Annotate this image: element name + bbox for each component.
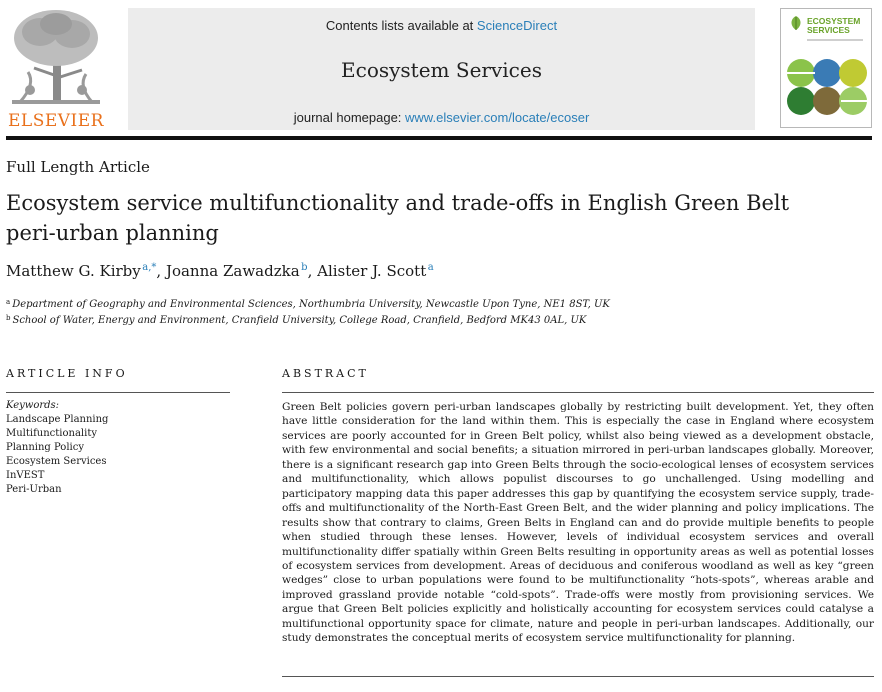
- affiliation-text: Department of Geography and Environmental Sciences, Northumbria University, Newcastle Upon Tyne, NE1 8ST, UK: [12, 299, 610, 310]
- author-affiliation-ref[interactable]: a: [427, 262, 434, 273]
- journal-cover-thumbnail[interactable]: [780, 8, 872, 128]
- author-affiliation-ref[interactable]: b: [301, 262, 308, 273]
- author-affiliation-ref[interactable]: a,*: [142, 262, 157, 273]
- affiliation-b: [6, 314, 586, 326]
- keyword-item: Multifunctionality: [6, 428, 97, 439]
- homepage-prefix: journal homepage:: [293, 110, 406, 125]
- article-type: Full Length Article: [6, 158, 150, 176]
- homepage-link[interactable]: www.elsevier.com/locate/ecoser: [405, 110, 590, 125]
- elsevier-logo[interactable]: [6, 6, 106, 130]
- cover-title-line-1: ECOSYSTEM: [807, 16, 861, 26]
- article-info-rule: [6, 392, 230, 393]
- author-name[interactable]: Matthew G. Kirby: [6, 262, 141, 280]
- header-rule: [6, 136, 872, 140]
- keyword-item: InVEST: [6, 470, 45, 481]
- homepage-line: [128, 110, 755, 125]
- article-title: [6, 188, 806, 248]
- keyword-item: Planning Policy: [6, 442, 84, 453]
- affiliation-a: [6, 298, 610, 310]
- journal-header: [0, 0, 882, 140]
- keyword-item: Landscape Planning: [6, 414, 109, 425]
- leaf-icon: [789, 15, 803, 31]
- keywords-label: Keywords:: [6, 400, 60, 411]
- cover-mosaic-image: [783, 53, 869, 123]
- elsevier-wordmark: ELSEVIER: [8, 111, 104, 131]
- author-name[interactable]: Joanna Zawadzka: [165, 262, 300, 280]
- affiliation-key: b: [6, 314, 11, 322]
- journal-name[interactable]: Ecosystem Services: [341, 58, 542, 82]
- cover-title: [807, 17, 867, 35]
- abstract-bottom-rule: [282, 676, 874, 677]
- author-separator: ,: [156, 262, 166, 280]
- keyword-item: Peri-Urban: [6, 484, 62, 495]
- abstract-heading: ABSTRACT: [282, 367, 369, 380]
- cover-subtitle-bar: [807, 39, 863, 41]
- abstract-text: [282, 400, 874, 646]
- cover-title-line-2: SERVICES: [807, 25, 850, 35]
- article-title-line-1: Ecosystem service multifunctionality and trade-offs in English Green Belt: [6, 191, 790, 215]
- contents-prefix: Contents lists available at: [325, 18, 477, 33]
- keyword-item: Ecosystem Services: [6, 456, 107, 467]
- affiliation-text: School of Water, Energy and Environment, Cranfield University, College Road, Cranfield, Bedford MK43 0AL, UK: [12, 315, 587, 326]
- article-title-line-2: peri-urban planning: [6, 221, 219, 245]
- author-name[interactable]: Alister J. Scott: [317, 262, 427, 280]
- author-list: [6, 262, 434, 280]
- contents-line: [128, 18, 755, 33]
- abstract-paragraph: Green Belt policies govern peri-urban landscapes globally by restricting built development. Yet, they often have little consideration for the land within them. This is especially the case in England where ecosystem services are poorly accounted for in Green Belt policy, whilst also being viewed as a development obstacle, with few environmental and social benefits; a situation mirrored in peri-urban landscapes globally. Moreover, there is a significant research gap into Green Belts through the socio-ecological lenses of ecosystem services and multifunctionality, which allows populist discourses to go unchallenged. Using modelling and participatory mapping data this paper addresses this gap by quantifying the ecosystem service supply, trade-offs and multifunctionality of the North-East Green Belt, and the wider planning and policy implications. The results show that contrary to claims, Green Belts in England can and do provide multiple benefits to people when studied through these lenses. However, levels of individual ecosystem services and overall multifunctionality differ spatially within Green Belts resulting in opportunity areas as well as potential losses of ecosystem services from development. Areas of deciduous and coniferous woodland as well as key “green wedges” close to urban populations were found to be multifunctionality “hots-spots”, whereas arable and improved grassland provide notable “cold-spots”. Trade-offs were mostly from provisioning services. We argue that Green Belt policies explicitly and holistically accounting for ecosystem services could catalyse a multifunctional opportunity space for climate, nature and people in peri-urban landscapes. Additionally, our study demonstrates the conceptual merits of ecosystem service multifunctionality for planning.: [282, 401, 874, 645]
- affiliation-key: a: [6, 298, 11, 306]
- abstract-rule: [282, 392, 874, 393]
- author-separator: ,: [307, 262, 318, 280]
- article-info-heading: ARTICLE INFO: [6, 367, 128, 380]
- journal-banner: [128, 8, 755, 130]
- sciencedirect-link[interactable]: ScienceDirect: [476, 18, 558, 33]
- elsevier-tree-icon: [6, 6, 106, 110]
